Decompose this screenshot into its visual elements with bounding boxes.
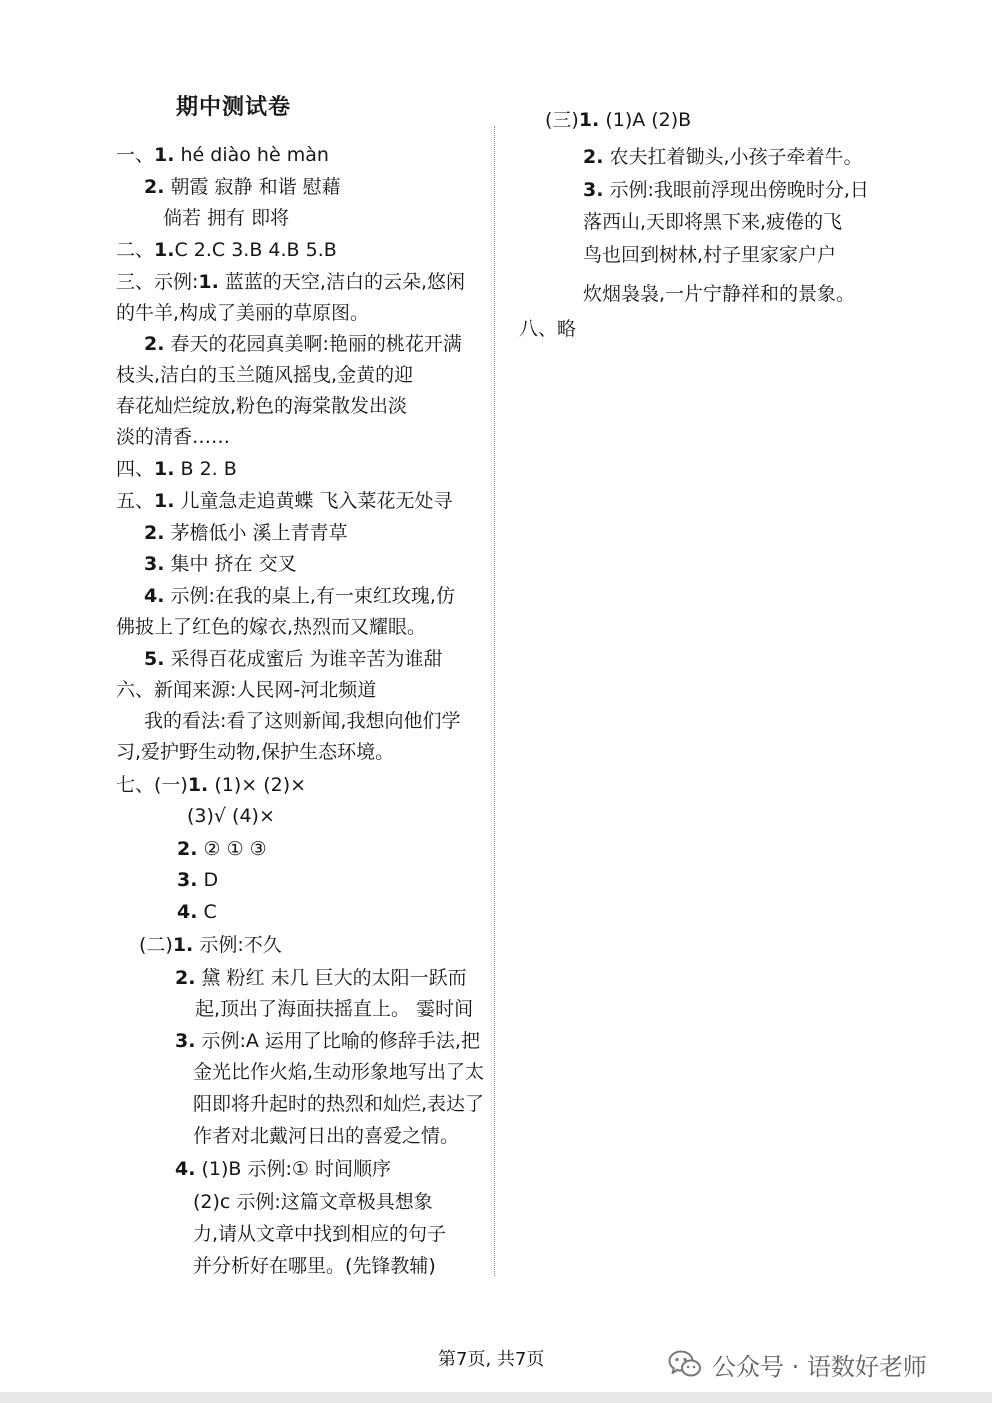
answer-line <box>116 425 230 449</box>
answer-line <box>583 178 869 202</box>
answer-text: 淡的清香…… <box>116 426 231 448</box>
answer-text: 蓝蓝的天空,洁白的云朵,悠闲 <box>218 271 465 293</box>
page-footer: 第7页, 共7页 <box>438 1349 545 1370</box>
answer-line <box>116 301 369 325</box>
answer-line <box>583 145 863 169</box>
answer-line <box>116 270 465 294</box>
answer-text: 并分析好在哪里。(先锋教辅) <box>193 1255 436 1277</box>
question-number: 4. <box>144 585 165 607</box>
answer-text: 略 <box>557 318 577 340</box>
answer-text: 春天的花园真美啊:艳丽的桃花开满 <box>164 333 462 355</box>
question-number: 3. <box>583 179 604 201</box>
answer-text: 示例:A 运用了比喻的修辞手法,把 <box>195 1030 480 1052</box>
watermark <box>668 1346 927 1382</box>
answer-text: 倘若 拥有 即将 <box>163 207 290 229</box>
answer-line <box>177 868 218 892</box>
question-number: 3. <box>177 869 198 891</box>
question-number: 3. <box>144 553 165 575</box>
answer-text: (3)√ (4)× <box>187 805 275 827</box>
answer-line <box>193 1060 484 1084</box>
question-number: 4. <box>175 1158 196 1180</box>
answer-text: 佛披上了红色的嫁衣,热烈而又耀眼。 <box>116 616 427 638</box>
answer-line <box>116 489 453 513</box>
section-number: 六、 <box>116 679 155 701</box>
question-number: 2. <box>144 176 165 198</box>
answer-line <box>583 282 855 306</box>
bottom-band <box>0 1392 992 1403</box>
answer-text: 茅檐低小 溪上青青草 <box>164 522 348 544</box>
answer-line <box>193 1254 436 1278</box>
answer-text: B 2. B <box>174 458 237 480</box>
answer-line <box>116 457 237 481</box>
answer-text: 黛 粉红 未几 巨大的太阳一跃而 <box>195 967 467 989</box>
answer-text: D <box>197 869 219 891</box>
question-number: 1. <box>154 239 175 261</box>
answer-text: (1)B 示例:① 时间顺序 <box>195 1158 391 1180</box>
question-number: 2. <box>144 522 165 544</box>
question-number: 1. <box>154 458 175 480</box>
answer-text: 儿童急走追黄蝶 飞入菜花无处寻 <box>174 490 453 512</box>
question-number: 1. <box>154 490 175 512</box>
answer-text: 朝霞 寂静 和谐 慰藉 <box>164 176 341 198</box>
answer-text: 鸟也回到树林,村子里家家户户 <box>583 244 837 266</box>
answer-text: 采得百花成蜜后 为谁辛苦为谁甜 <box>164 648 443 670</box>
answer-text: 力,请从文章中找到相应的句子 <box>193 1223 447 1245</box>
answer-text: (1)A (2)B <box>599 109 692 131</box>
answer-line <box>116 615 426 639</box>
answer-text: hé diào hè màn <box>174 144 329 166</box>
answer-line <box>177 837 267 861</box>
answer-line <box>583 210 842 234</box>
answer-line <box>144 332 462 356</box>
section-number: 八、 <box>519 318 558 340</box>
question-number: 1. <box>578 109 600 131</box>
answer-line <box>116 678 376 702</box>
answer-line <box>177 900 217 924</box>
answer-text: C <box>197 901 217 923</box>
answer-line <box>144 552 297 576</box>
answer-text: 集中 挤在 交叉 <box>164 553 297 575</box>
answer-text: 的牛羊,构成了美丽的草原图。 <box>116 302 370 324</box>
answer-line <box>116 238 337 262</box>
answer-text: 炊烟袅袅,一片宁静祥和的景象。 <box>583 283 856 305</box>
answer-line <box>175 1029 480 1053</box>
question-number: 2. <box>175 967 196 989</box>
answer-text: ② ① ③ <box>197 838 267 860</box>
section-number: (三) <box>545 109 579 131</box>
answer-text: 农夫扛着锄头,小孩子牵着牛。 <box>603 146 863 168</box>
answer-text: 示例:在我的桌上,有一束红玫瑰,仿 <box>164 585 455 607</box>
answer-line <box>163 206 289 230</box>
answer-line <box>139 933 282 957</box>
answer-line <box>144 647 443 671</box>
question-number: 3. <box>175 1030 196 1052</box>
answer-text: 枝头,洁白的玉兰随风摇曳,金黄的迎 <box>116 364 414 386</box>
answer-line <box>116 740 394 764</box>
answer-text: (1)× (2)× <box>208 774 307 796</box>
question-number: 1. <box>172 934 194 956</box>
answer-line <box>187 804 275 828</box>
answer-text: 阳即将升起时的热烈和灿烂,表达了 <box>193 1093 485 1115</box>
question-number: 4. <box>177 901 198 923</box>
answer-line <box>116 363 413 387</box>
answer-line <box>144 521 348 545</box>
answer-line <box>116 394 407 418</box>
answer-line <box>175 1157 391 1181</box>
answer-line <box>116 143 329 167</box>
question-number: 1. <box>154 144 175 166</box>
section-number: 二、 <box>116 239 155 261</box>
section-number: 四、 <box>116 458 155 480</box>
question-number: 1. <box>187 774 209 796</box>
column-divider <box>494 126 495 1276</box>
answer-line <box>175 966 467 990</box>
question-number: 2. <box>144 333 165 355</box>
answer-line <box>545 108 691 132</box>
section-number: 五、 <box>116 490 155 512</box>
question-number: 1. <box>198 271 219 293</box>
answer-line <box>144 709 460 733</box>
answer-line <box>519 317 576 341</box>
answer-line <box>583 243 836 267</box>
question-number: 5. <box>144 648 165 670</box>
answer-line <box>193 1092 484 1116</box>
page-title: 期中测试卷 <box>176 95 292 120</box>
section-number: 一、 <box>116 144 155 166</box>
answer-text: (2)c 示例:这篇文章极具想象 <box>193 1191 433 1213</box>
answer-text: 习,爱护野生动物,保护生态环境。 <box>116 741 395 763</box>
answer-text: 金光比作火焰,生动形象地写出了太 <box>193 1061 485 1083</box>
answer-text: 落西山,天即将黑下来,疲倦的飞 <box>583 211 843 233</box>
answer-line <box>193 1222 446 1246</box>
question-number: 2. <box>177 838 198 860</box>
wechat-icon <box>668 1349 702 1379</box>
answer-text: 我的看法:看了这则新闻,我想向他们学 <box>144 710 461 732</box>
answer-text: 春花灿烂绽放,粉色的海棠散发出淡 <box>116 395 408 417</box>
section-number: 三、示例: <box>116 271 199 293</box>
section-number: 七、(一) <box>116 774 188 796</box>
answer-text: 新闻来源:人民网-河北频道 <box>154 679 377 701</box>
answer-line <box>116 773 306 797</box>
answer-text: 起,顶出了海面扶摇直上。 霎时间 <box>195 998 474 1020</box>
answer-text: C 2.C 3.B 4.B 5.B <box>174 239 337 261</box>
answer-line <box>193 1190 433 1214</box>
answer-text: 作者对北戴河日出的喜爱之情。 <box>193 1125 460 1147</box>
answer-line <box>144 175 341 199</box>
answer-line <box>144 584 455 608</box>
answer-line <box>193 1124 459 1148</box>
answer-text: 示例:不久 <box>193 934 282 956</box>
section-number: (二) <box>139 934 173 956</box>
question-number: 2. <box>583 146 604 168</box>
answer-line <box>195 997 473 1021</box>
answer-text: 示例:我眼前浮现出傍晚时分,日 <box>603 179 869 201</box>
watermark-text: 公众号 · 语数好老师 <box>712 1352 927 1381</box>
